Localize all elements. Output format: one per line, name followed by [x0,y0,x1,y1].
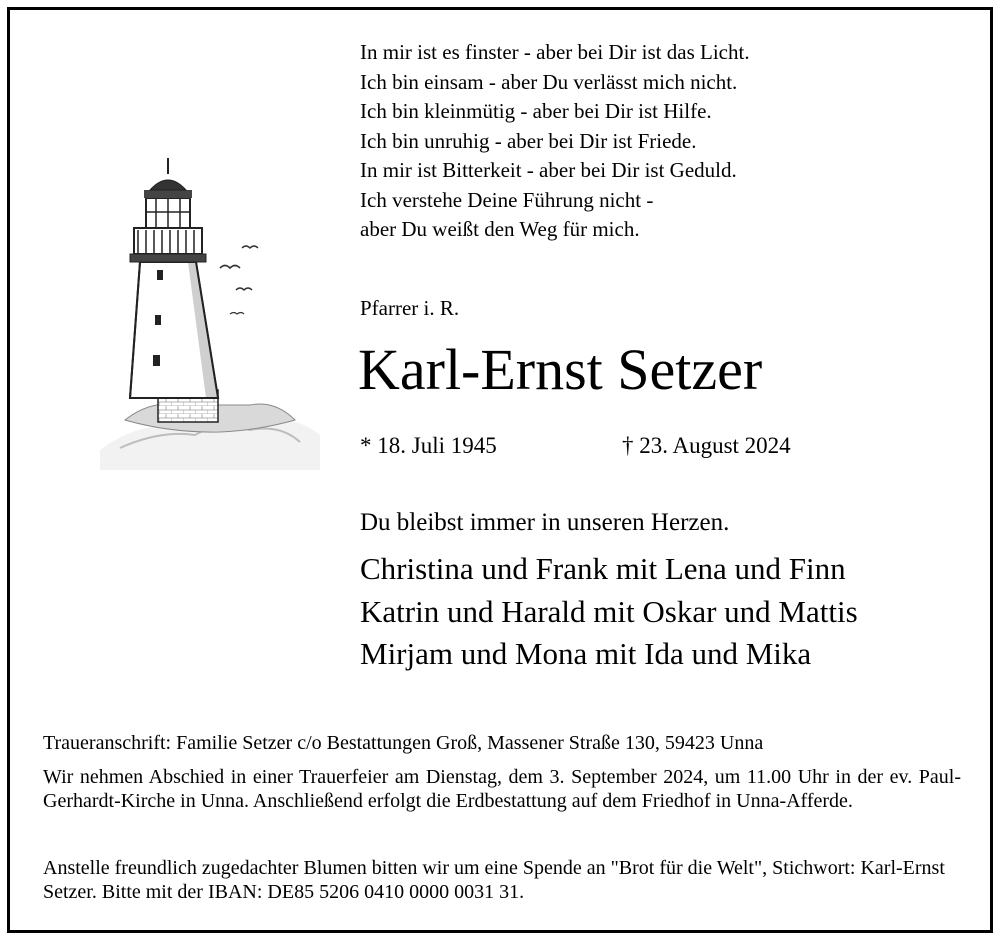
poem [360,38,750,245]
birth-date: * 18. Juli 1945 [360,433,497,458]
deceased-name: Karl-Ernst Setzer [358,337,763,402]
poem-line: In mir ist es finster - aber bei Dir ist das Licht. [360,40,750,64]
ceremony-info: Wir nehmen Abschied in einer Trauerfeier am Dienstag, dem 3. September 2024, um 11.00 Uhr in der ev. Paul-Gerhardt-Kirche in Unna. Anschließend erfolgt die Erdbestattung auf dem Friedhof in Unna-Afferde. [43,766,961,812]
mourners-list [360,548,858,676]
poem-line: aber Du weißt den Weg für mich. [360,217,640,241]
poem-line: Ich bin einsam - aber Du verlässt mich nicht. [360,69,738,94]
memorial-motto: Du bleibst immer in unseren Herzen. [360,509,730,536]
poem-line: Ich bin unruhig - aber bei Dir ist Friede. [360,128,697,153]
deceased-title: Pfarrer i. R. [360,296,460,320]
poem-line: In mir ist Bitterkeit - aber bei Dir ist Geduld. [360,158,737,182]
donation-info: Anstelle freundlich zugedachter Blumen bitten wir um eine Spende an "Brot für die Welt", Stichwort: Karl-Ernst Setzer. Bitte mit der IBAN: DE85 5206 0410 0000 0031 31. [43,857,945,903]
lighthouse-icon [100,150,320,470]
mourner-family: Katrin und Harald mit Oskar und Mattis [360,593,858,629]
death-date: † 23. August 2024 [622,433,791,458]
mourner-family: Mirjam und Mona mit Ida und Mika [360,636,812,671]
mourner-family: Christina und Frank mit Lena und Finn [360,551,846,586]
poem-line: Ich verstehe Deine Führung nicht - [360,187,654,212]
mourning-address: Traueranschrift: Familie Setzer c/o Bestattungen Groß, Massener Straße 130, 59423 Unna [43,732,764,754]
poem-line: Ich bin kleinmütig - aber bei Dir ist Hilfe. [360,99,712,123]
